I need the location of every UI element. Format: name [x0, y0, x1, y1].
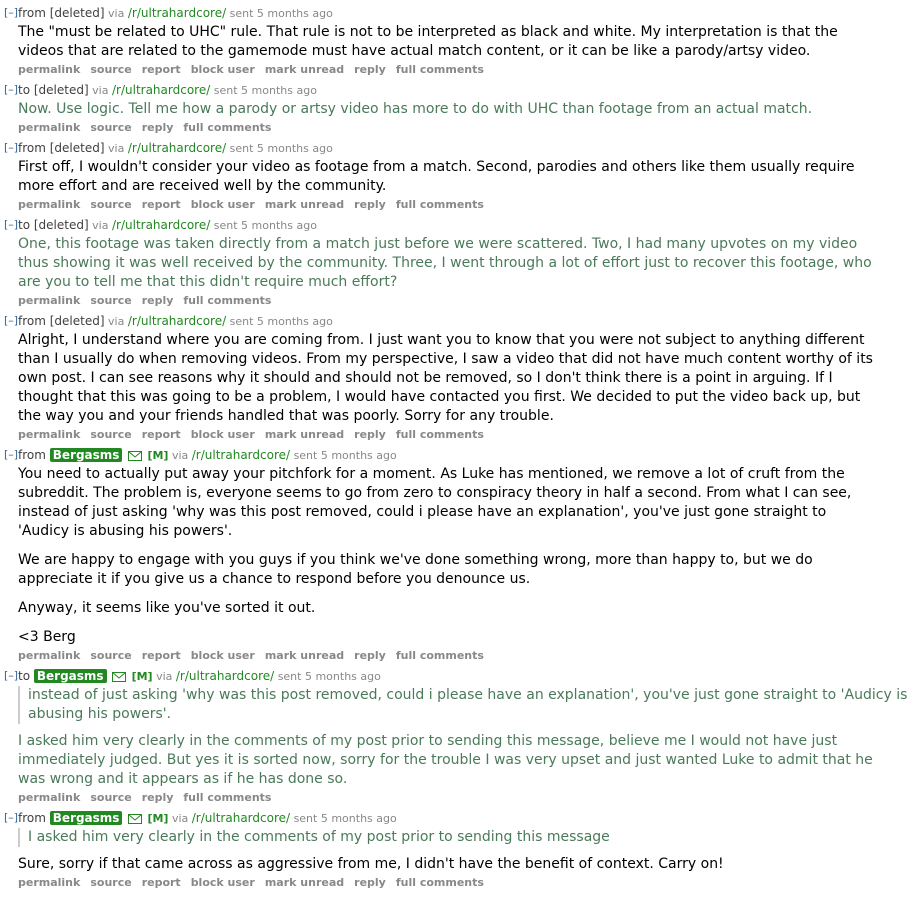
message-timestamp: sent 5 months ago: [293, 449, 397, 462]
collapse-toggle[interactable]: [–]: [4, 83, 19, 96]
action-permalink[interactable]: permalink: [18, 876, 81, 889]
message-text: [18, 732, 878, 789]
message-tagline: [18, 669, 920, 684]
message-tagline: [18, 218, 920, 233]
quoted-text: instead of just asking 'why was this post removed, could i please have an explanation', you've just gone straight to 'Audicy is abusing his powers'.: [18, 686, 920, 724]
action-full-comments[interactable]: full comments: [183, 791, 272, 804]
paragraph: I asked him very clearly in the comments of my post prior to sending this message, believe me I would not have just immediately judged. But yes it is sorted now, sorry for the trouble I was very upset and just wanted Luke to admit that he was wrong and it appears as if he has done so.: [18, 733, 873, 787]
action-reply[interactable]: reply: [141, 294, 174, 307]
action-source[interactable]: source: [90, 791, 132, 804]
action-reply[interactable]: reply: [354, 428, 386, 441]
via-label: via: [171, 812, 192, 825]
message-tagline: [18, 141, 920, 156]
message-timestamp: sent 5 months ago: [213, 84, 317, 97]
message-author[interactable]: [deleted]: [33, 83, 89, 97]
message-author[interactable]: [deleted]: [49, 6, 105, 20]
subreddit-link[interactable]: /r/ultrahardcore/: [191, 811, 291, 825]
action-report[interactable]: report: [141, 649, 181, 662]
mail-icon: [128, 451, 142, 461]
subreddit-link[interactable]: /r/ultrahardcore/: [127, 141, 227, 155]
message-text: [18, 158, 878, 196]
message-text: [18, 100, 878, 119]
message-actions: [18, 198, 920, 212]
via-label: via: [92, 84, 112, 97]
message-tagline: [18, 448, 920, 463]
moderator-badge: [M]: [147, 812, 169, 825]
via-label: via: [171, 449, 192, 462]
message-body-wrap: [0, 314, 920, 442]
via-label: via: [156, 670, 176, 683]
via-label: via: [92, 219, 112, 232]
collapse-toggle[interactable]: [–]: [4, 669, 19, 682]
message: [0, 448, 920, 663]
message: [0, 218, 920, 308]
subreddit-link[interactable]: /r/ultrahardcore/: [191, 448, 291, 462]
message-actions: [18, 121, 920, 135]
message-timestamp: sent 5 months ago: [229, 142, 333, 155]
message-actions: [18, 428, 920, 442]
collapse-toggle[interactable]: [–]: [4, 811, 19, 824]
subreddit-link[interactable]: /r/ultrahardcore/: [111, 218, 211, 232]
message-direction: from: [18, 141, 50, 155]
mail-icon: [112, 672, 126, 682]
message-author[interactable]: [deleted]: [49, 314, 105, 328]
message-actions: [18, 294, 920, 308]
action-report[interactable]: report: [141, 63, 181, 76]
message-direction: from: [18, 811, 50, 825]
paragraph: Alright, I understand where you are coming from. I just want you to know that you were not subject to anything different than I usually do when removing videos. From my perspective, I saw a video that did not have much content worthy of its own post. I can see reasons why it should and should not be removed, so I don't think there is a point in arguing. If I thought that this was going to be a problem, I would have contacted you first. We decided to put the video back up, but the way you and your friends handled that was poorly. Sorry for any trouble.: [18, 332, 873, 424]
subreddit-link[interactable]: /r/ultrahardcore/: [127, 314, 227, 328]
message-direction: to: [18, 218, 34, 232]
action-full-comments[interactable]: full comments: [395, 876, 484, 889]
action-block-user[interactable]: block user: [190, 198, 255, 211]
action-block-user[interactable]: block user: [190, 63, 255, 76]
action-reply[interactable]: reply: [354, 649, 386, 662]
collapse-toggle[interactable]: [–]: [4, 448, 19, 461]
message-actions: [18, 649, 920, 663]
action-source[interactable]: source: [90, 649, 132, 662]
message-text: [18, 465, 878, 647]
moderator-badge: [M]: [131, 670, 153, 683]
action-source[interactable]: source: [90, 63, 132, 76]
message-text: [18, 235, 878, 292]
action-permalink[interactable]: permalink: [18, 428, 81, 441]
action-mark-unread[interactable]: mark unread: [264, 198, 345, 211]
message-author[interactable]: [deleted]: [49, 141, 105, 155]
message-timestamp: sent 5 months ago: [213, 219, 317, 232]
message-body-wrap: [0, 141, 920, 212]
action-source[interactable]: source: [90, 121, 132, 134]
message-timestamp: sent 5 months ago: [277, 670, 381, 683]
collapse-toggle[interactable]: [–]: [4, 314, 19, 327]
mail-icon: [128, 814, 142, 824]
action-permalink[interactable]: permalink: [18, 791, 81, 804]
message-body-wrap: [0, 83, 920, 135]
action-report[interactable]: report: [141, 198, 181, 211]
subreddit-link[interactable]: /r/ultrahardcore/: [175, 669, 275, 683]
paragraph: First off, I wouldn't consider your video as footage from a match. Second, parodies and others like them usually require more effort and are received well by the community.: [18, 159, 855, 194]
paragraph: Now. Use logic. Tell me how a parody or artsy video has more to do with UHC than footage from an actual match.: [18, 101, 813, 117]
collapse-toggle[interactable]: [–]: [4, 141, 19, 154]
paragraph: Sure, sorry if that came across as aggressive from me, I didn't have the benefit of context. Carry on!: [18, 856, 724, 872]
via-label: via: [108, 142, 128, 155]
action-mark-unread[interactable]: mark unread: [264, 428, 345, 441]
message-timestamp: sent 5 months ago: [293, 812, 397, 825]
quoted-text: I asked him very clearly in the comments of my post prior to sending this message: [18, 828, 920, 847]
message: [0, 669, 920, 805]
message: [0, 141, 920, 212]
collapse-toggle[interactable]: [–]: [4, 218, 19, 231]
message-timestamp: sent 5 months ago: [229, 315, 333, 328]
collapse-toggle[interactable]: [–]: [4, 6, 19, 19]
paragraph: You need to actually put away your pitchfork for a moment. As Luke has mentioned, we remove a lot of cruft from the subreddit. The problem is, everyone seems to go from zero to conspiracy theory in half a second. From what I can see, instead of just asking 'why was this post removed, could i please have an explanation', you've just gone straight to 'Audicy is abusing his powers'.: [18, 466, 852, 539]
action-mark-unread[interactable]: mark unread: [264, 63, 345, 76]
action-source[interactable]: source: [90, 294, 132, 307]
message-actions: [18, 63, 920, 77]
action-source[interactable]: source: [90, 428, 132, 441]
message-author[interactable]: [deleted]: [33, 218, 89, 232]
action-full-comments[interactable]: full comments: [183, 121, 272, 134]
message-body-wrap: [0, 811, 920, 890]
message-direction: from: [18, 448, 50, 462]
action-reply[interactable]: reply: [354, 198, 386, 211]
action-block-user[interactable]: block user: [190, 649, 255, 662]
message-actions: [18, 791, 920, 805]
action-source[interactable]: source: [90, 198, 132, 211]
action-block-user[interactable]: block user: [190, 876, 255, 889]
via-label: via: [108, 315, 128, 328]
message-direction: to: [18, 83, 34, 97]
action-full-comments[interactable]: full comments: [395, 649, 484, 662]
message-author[interactable]: Bergasms: [50, 811, 123, 825]
message-tagline: [18, 83, 920, 98]
moderator-badge: [M]: [147, 449, 169, 462]
action-reply[interactable]: reply: [354, 63, 386, 76]
paragraph: One, this footage was taken directly from a match just before we were scattered. Two, I had many upvotes on my video thus showing it was well received by the community. Three, I went through a lot of effort just to recover this footage, who are you to tell me that this didn't require much effort?: [18, 236, 872, 290]
message-tagline: [18, 6, 920, 21]
action-source[interactable]: source: [90, 876, 132, 889]
action-reply[interactable]: reply: [141, 791, 174, 804]
message-direction: from: [18, 6, 50, 20]
action-full-comments[interactable]: full comments: [395, 198, 484, 211]
message-actions: [18, 876, 920, 890]
action-permalink[interactable]: permalink: [18, 121, 81, 134]
action-permalink[interactable]: permalink: [18, 63, 81, 76]
message-body-wrap: [0, 669, 920, 805]
message-direction: to: [18, 669, 34, 683]
action-block-user[interactable]: block user: [190, 428, 255, 441]
message-body-wrap: [0, 6, 920, 77]
paragraph: We are happy to engage with you guys if you think we've done something wrong, more than happy to, but we do appreciate it if you give us a chance to respond before you denounce us.: [18, 552, 813, 587]
message-author[interactable]: Bergasms: [34, 669, 107, 683]
action-report[interactable]: report: [141, 428, 181, 441]
subreddit-link[interactable]: /r/ultrahardcore/: [111, 83, 211, 97]
action-permalink[interactable]: permalink: [18, 294, 81, 307]
action-full-comments[interactable]: full comments: [395, 63, 484, 76]
message-tagline: [18, 811, 920, 826]
action-mark-unread[interactable]: mark unread: [264, 876, 345, 889]
message-timestamp: sent 5 months ago: [229, 7, 333, 20]
action-full-comments[interactable]: full comments: [183, 294, 272, 307]
message-body-wrap: [0, 218, 920, 308]
message-direction: from: [18, 314, 50, 328]
action-permalink[interactable]: permalink: [18, 649, 81, 662]
message: [0, 811, 920, 890]
message: [0, 83, 920, 135]
message-author[interactable]: Bergasms: [50, 448, 123, 462]
subreddit-link[interactable]: /r/ultrahardcore/: [127, 6, 227, 20]
message-body-wrap: [0, 448, 920, 663]
message: [0, 6, 920, 77]
paragraph: Anyway, it seems like you've sorted it out.: [18, 600, 316, 616]
message-text: [18, 23, 878, 61]
via-label: via: [108, 7, 128, 20]
action-permalink[interactable]: permalink: [18, 198, 81, 211]
action-mark-unread[interactable]: mark unread: [264, 649, 345, 662]
paragraph: The "must be related to UHC" rule. That rule is not to be interpreted as black and white. My interpretation is that the videos that are related to the gamemode must have actual match content, or it can be like a parody/artsy video.: [18, 24, 838, 59]
message-text: [18, 331, 878, 426]
action-reply[interactable]: reply: [354, 876, 386, 889]
message: [0, 314, 920, 442]
action-reply[interactable]: reply: [141, 121, 174, 134]
action-full-comments[interactable]: full comments: [395, 428, 484, 441]
action-report[interactable]: report: [141, 876, 181, 889]
paragraph: <3 Berg: [18, 629, 76, 645]
message-tagline: [18, 314, 920, 329]
message-text: [18, 855, 878, 874]
